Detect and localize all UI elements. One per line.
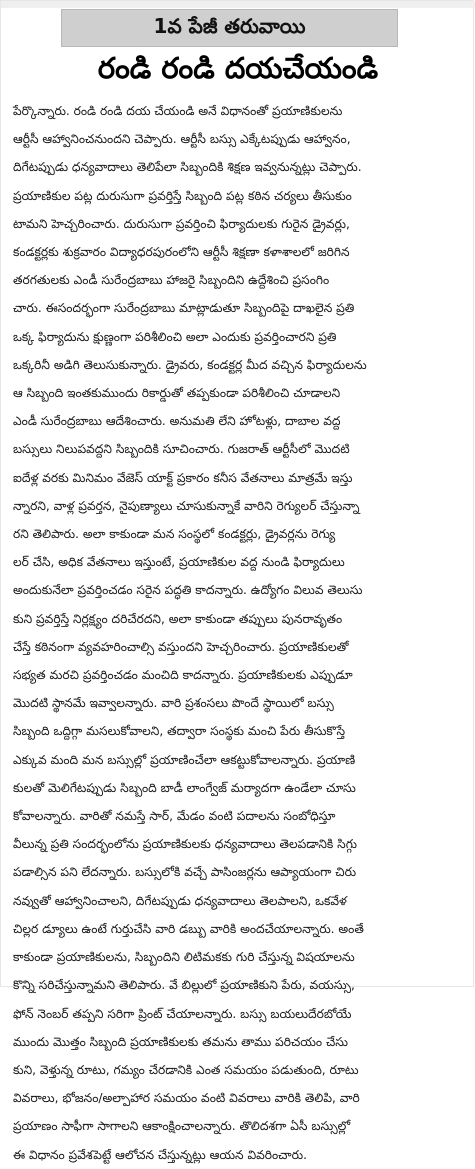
article-line: దిగేటప్పుడు ధన్యవాదాలు తెలిపేలా సిబ్బందికి శిక్షణ ఇవ్వనున్నట్లు చెప్పారు. [13,160,362,175]
article-line: కుని ప్రవర్తిస్తే నిర్లక్ష్యం దరిచేరదని, అలా కాకుండా తప్పులు పునరావృతం [13,611,343,626]
article-line: కండక్టర్లకు శుక్రవారం విద్యాధరపురంలోని ఆర్టీసీ శిక్షణా కళాశాలలో జరిగిన [13,245,350,260]
article-line: నవ్వుతో ఆహ్వానించాలని, దిగేటప్పుడు ధన్యవాదాలు తెలపాలని, ఒకవేళ [13,893,347,908]
article-line: వీలున్న ప్రతి సందర్భంలోను ప్రయాణికులకు ధన్యవాదాలు తెలపడానికి సిగ్గు [13,837,358,852]
article-line: కాకుండా ప్రయాణికులను, సిబ్బందిని లిటిమకకు గురి చేస్తున్న విషయాలను [13,950,355,965]
article-line: లర్ చేసి, అధిక వేతనాలు ఇస్తుంటే, ప్రయాణికుల వద్ద నుండి ఫిర్యాదులు [13,555,345,570]
article-line: బస్సులు నిలుపవద్దని సిబ్బందికి సూచించారు. గుజరాత్ ఆర్టీసీలో మొదటి [13,442,350,457]
article-line: ఈ విధానం ప్రవేశపెట్టే ఆలోచన చేస్తున్నట్లు ఆయన వివరించారు. [13,1147,307,1162]
article-line: పడాల్సిన పని లేదన్నారు. బస్సులోకి వచ్చే పాసింజర్లను ఆప్యాయంగా చిరు [13,865,357,880]
article-line: ప్రయాణం సాఫీగా సాగాలని ఆకాంక్షించాలన్నారు. తొలిదశగా ఏసీ బస్సుల్లో [13,1119,351,1134]
article-line: చేస్తే కఠినంగా వ్యవహరించాల్సి వస్తుందని హెచ్చరించారు. ప్రయాణికులతో [13,639,349,654]
article-line: కోవాలన్నారు. వారితో నమస్తే సార్, మేడం వంటి పదాలను సంబోధిస్తూ [13,809,336,824]
continuation-kicker: 1వ పేజీ తరువాయి [61,9,398,47]
article-line: మొదటి స్థానమే ఇవ్వాలన్నారు. వారి ప్రశంసలు పొందే స్థాయిలో బస్సు [13,696,334,711]
article-line: ఆర్టీసీ ఆహ్వానించనుందని చెప్పారు. ఆర్టీసీ బస్సు ఎక్కేటప్పుడు ఆహ్వానం, [13,132,351,147]
article-headline: రండి రండి దయచేయండి [97,51,379,85]
article-line: ఫోన్ నెంబర్ తప్పని సరిగా ప్రింట్ చేయాలన్నారు. బస్సు బయలుదేరబోయే [13,1006,352,1021]
article-line: ఒక్క ఫిర్యాదును క్షుణ్ణంగా పరిశీలించి అలా ఎందుకు ప్రవర్తించారని ప్రతి [13,329,337,344]
article-line: ఒక్కరినీ అడిగి తెలుసుకున్నారు. డ్రైవరు, కండక్టర్ల మీద వచ్చిన ఫిర్యాదులను [13,357,367,372]
article-line: ఆ సిబ్బంది ఇంతకుముందు రికార్డుతో తప్పకుండా పరిశీలించి చూడాలని [13,386,341,401]
article-line: ఎక్కువ మంది మన బస్సుల్లో ప్రయాణించేలా ఆకట్టుకోవాలన్నారు. ప్రయాణి [13,752,356,767]
article-line: టామని హెచ్చరించారు. దురుసుగా ప్రవర్తించి ఫిర్యాదులకు గురైన డ్రైవర్లు, [13,216,350,231]
article-line: ముందు మొత్తం సిబ్బంది ప్రయాణికులకు తమను తాము పరిచయం చేసు [13,1034,349,1049]
article-line: ప్రయాణికుల పట్ల దురుసుగా ప్రవర్తిస్తే సిబ్బంది పట్ల కఠిన చర్యలు తీసుకుం [13,188,352,203]
article-line: చిల్లర డ్యూలు ఉంటే గుర్తుచేసి వారి డబ్బు వారికి అందచేయాలన్నారు. అంతే [13,921,364,936]
article-line: సభ్యత మరచి ప్రవర్తించడం మంచిది కాదన్నారు. ప్రయాణికులకు ఎప్పుడూ [13,668,353,683]
article-line: ఐదేళ్ల వరకు మినిమం వేజెస్ యాక్ట్ ప్రకారం కనీస వేతనాలు మాత్రమే ఇస్తు [13,470,353,485]
top-edge-strip [1,1,475,8]
article-line: సిబ్బంది ఒద్దిగ్గా మసలుకోవాలని, తద్వారా సంస్థకు మంచి పేరు తీసుకొస్తే [13,724,345,739]
article-line: అందుకునేలా ప్రవర్తించడం సరైన పద్ధతి కాదన్నారు. ఉద్యోగం విలువ తెలుసు [13,583,363,598]
article-line: రని తెలిపారు. అలా కాకుండా మన సంస్థలో కండక్టర్లు, డ్రైవర్లను రెగ్యు [13,527,336,542]
article-line: వివరాలు, భోజనం/అల్పాహార సమయం వంటి వివరాలు వారికి తెలిపి, వారి [13,1091,360,1106]
article-line: చారు. ఈసందర్భంగా సురేంద్రబాబు మాట్లాడుతూ సిబ్బందిపై దాఖలైన ప్రతి [13,301,355,316]
article-body [13,97,465,1162]
article-line: న్నారని, వాళ్ల ప్రవర్తన, నైపుణ్యాలు చూసుకున్నాకే వారిని రెగ్యులర్ చేస్తున్నా [13,498,360,513]
article-line: కొన్ని సరిచేస్తున్నామని తెలిపారు. వే బిల్లులో ప్రయాణికుని పేరు, వయస్సు, [13,978,355,993]
article-line: తరగతులకు ఎండీ సురేంద్రబాబు హాజరై సిబ్బందిని ఉద్దేశించి ప్రసంగిం [13,273,330,288]
article-line: పేర్కొన్నారు. రండి రండి దయ చేయండి అనే విధానంతో ప్రయాణికులను [13,104,343,118]
article-line: ఎండీ సురేంద్రబాబు ఆదేశించారు. అనుమతి లేని హోటళ్లు, దాబాల వద్ద [13,414,341,429]
article-line: కులతో మెలిగేటప్పుడు సిబ్బంది బాడీ లాంగ్వేజ్ మర్యాదగా ఉండేలా చూసు [13,780,356,795]
article-line: కుని, వెళ్తున్న రూటు, గమ్యం చేరడానికి ఎంత సమయం పడుతుంది, రూటు [13,1062,359,1077]
